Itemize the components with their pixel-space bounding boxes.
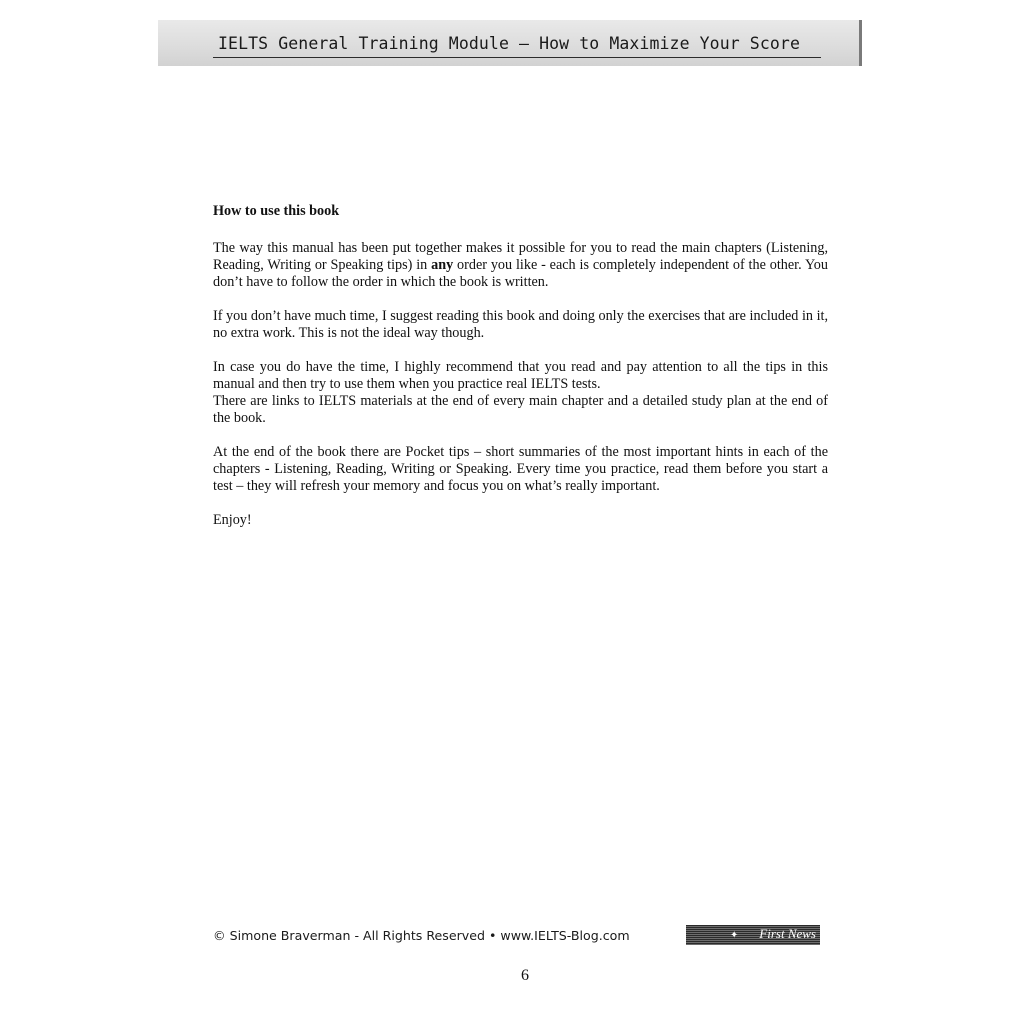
header-rule [213, 57, 821, 58]
publisher-logo [686, 925, 820, 945]
star-swoosh-icon: ✦ [730, 930, 739, 941]
page-content [213, 203, 828, 546]
paragraph-links: There are links to IELTS materials at the end of every main chapter and a detailed study plan at the end of the book. [213, 393, 828, 426]
paragraph-text: order you like - each is completely independent of the other. You don’t have to follow the order in which the book is written. [213, 257, 828, 290]
paragraph-reading-order [213, 240, 828, 291]
paragraph-have-time: In case you do have the time, I highly recommend that you read and pay attention to all the tips in this manual and then try to use them when you practice real IELTS tests. [213, 359, 828, 392]
emphasis-any: any [431, 257, 454, 273]
paragraph-enjoy: Enjoy! [213, 512, 252, 528]
page-number: 6 [521, 967, 529, 984]
running-header-title: IELTS General Training Module – How to Maximize Your Score [218, 34, 800, 53]
paragraph-pocket-tips: At the end of the book there are Pocket tips – short summaries of the most important hints in each of the chapters - Listening, Reading, Writing or Speaking. Every time you practice, read them before you start a test – they will refresh your memory and focus you on what’s really important. [213, 444, 828, 494]
footer-copyright: © Simone Braverman - All Rights Reserved • www.IELTS-Blog.com [213, 928, 630, 943]
paragraph-little-time: If you don’t have much time, I suggest reading this book and doing only the exercises that are included in it, no extra work. This is not the ideal way though. [213, 308, 828, 341]
section-title: How to use this book [213, 203, 340, 219]
publisher-logo-text: First News [759, 926, 816, 941]
paragraph-text: The way this manual has been put together makes it possible for you to read the main chapters (Listening, Reading, Writing or Speaking tips) in [213, 240, 828, 273]
